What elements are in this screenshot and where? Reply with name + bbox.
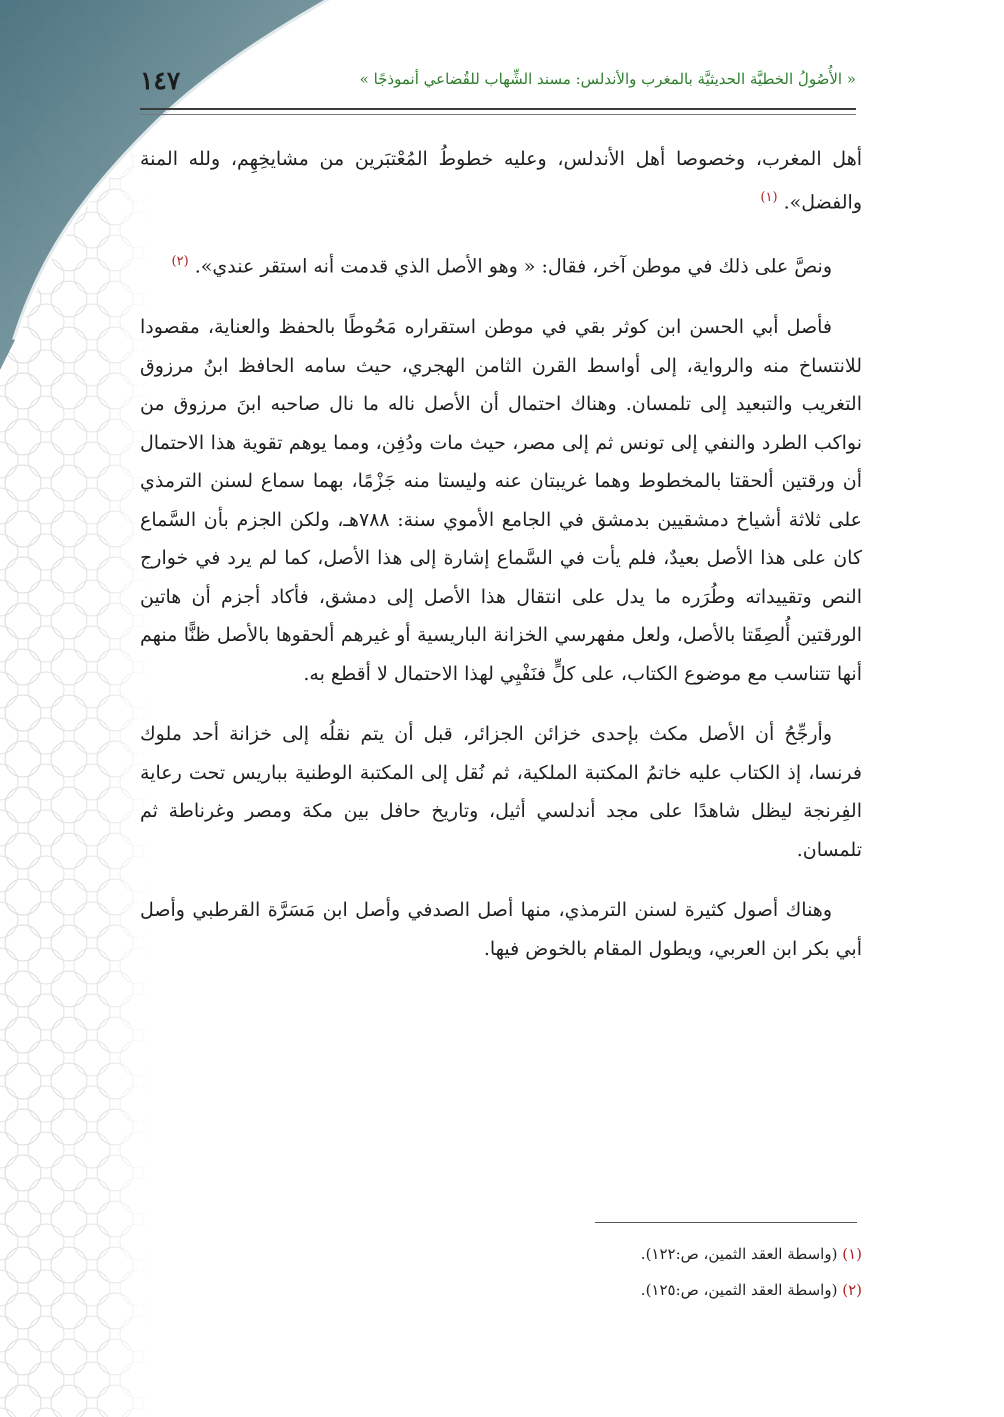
footnote — [500, 1236, 862, 1272]
footnote-text: (واسطة العقد الثمين، ص:١٢٥). — [640, 1281, 838, 1299]
paragraph-text: ونصَّ على ذلك في موطن آخر، فقال: « وهو الأصل الذي قدمت أنه استقر عندي». — [194, 255, 832, 278]
footnote-number: (٢) — [842, 1281, 862, 1299]
footnotes — [500, 1236, 862, 1308]
footnote-ref[interactable]: (١) — [760, 189, 778, 205]
footnote-text: (واسطة العقد الثمين، ص:١٢٢). — [640, 1245, 838, 1263]
body-text — [140, 140, 862, 990]
header-rule — [140, 108, 856, 110]
paragraph-text: وهناك أصول كثيرة لسنن الترمذي، منها أصل الصدفي وأصل ابن مَسَرَّة القرطبي وأصل أبي بكر ابن العربي، ويطول المقام بالخوض فيها. — [140, 899, 862, 960]
paragraph — [140, 140, 862, 221]
footnote — [500, 1272, 862, 1308]
footnote-separator — [595, 1222, 857, 1223]
footnote-number: (١) — [842, 1245, 862, 1263]
running-header — [140, 62, 856, 112]
paragraph-text: فأصل أبي الحسن ابن كوثر بقي في موطن استقراره مَحُوطًا بالحفظ والعناية، مقصودا للانتساخ منه والرواية، إلى أواسط القرن الثامن الهجري، حيث سامه الحافظ ابنُ مرزوق التغريب والتبعيد إلى تلمسان. وهناك احتمال أن الأصل ناله ما نال صاحبه ابنَ مرزوق من نواكب الطرد والنفي إلى تونس ثم إلى مصر، حيث مات ودُفِن، ومما يوهم تقوية هذا الاحتمال أن ورقتين ألحقتا بالمخطوط وهما غريبتان عنه وليستا منه جَزْمًا، بهما سماع لسنن الترمذي على ثلاثة أشياخ دمشقيين بدمشق في الجامع الأموي سنة: ٧٨٨هـ، ولكن الجزم بأن السَّماع كان على هذا الأصل بعيدٌ، فلم يأت في السَّماع إشارة إلى هذا الأصل، كما لم يرد في خوارج النص وتقييداته وطُرَره ما يدل على انتقال هذا الأصل إلى دمشق، فأكاد أجزم أن هاتين الورقتين أُلصِقَتا بالأصل، ولعل مفهرسي الخزانة الباريسية أو غيرهم ألحقوها بالأصل ظنًّا منهم أنها تتناسب مع موضوع الكتاب، على كلٍّ فنَفْيِي لهذا الاحتمال لا أقطع به. — [140, 316, 862, 685]
paragraph-text: أهل المغرب، وخصوصا أهل الأندلس، وعليه خطوطُ المُعْتبَرين من مشايخِهِم، ولله المنة والفضل». — [140, 148, 862, 213]
page-number: ١٤٧ — [140, 66, 181, 95]
header-title: « الأُصُولُ الخطيَّة الحديثيَّة بالمغرب والأندلس: مسند الشِّهاب للقُضاعي أنموذجًا » — [359, 70, 856, 88]
paragraph — [140, 243, 862, 286]
footnote-ref[interactable]: (٢) — [171, 254, 189, 270]
paragraph — [140, 715, 862, 869]
header-rule-thin — [140, 114, 856, 115]
paragraph-text: وأرجِّحُ أن الأصل مكث بإحدى خزائن الجزائر، قبل أن يتم نقلُه إلى خزانة أحد ملوك فرنسا، إذ الكتاب عليه خاتمُ المكتبة الملكية، ثم نُقل إلى المكتبة الوطنية بباريس تحت رعاية الفِرنجة ليظل شاهدًا على مجد أندلسي أثيل، وتاريخ حافل بين مكة ومصر وغرناطة ثم تلمسان. — [140, 723, 862, 861]
paragraph — [140, 308, 862, 693]
paragraph — [140, 891, 862, 968]
